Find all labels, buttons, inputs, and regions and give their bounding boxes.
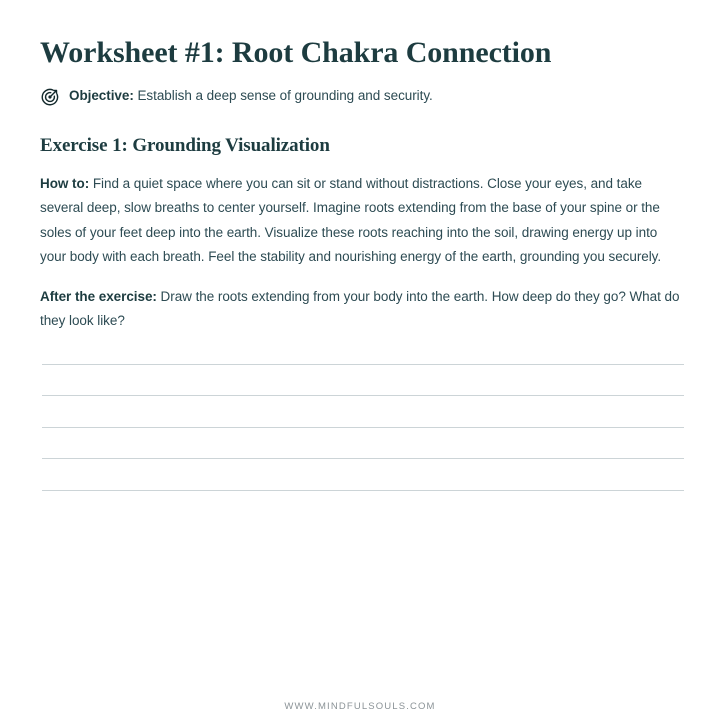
objective-description: Establish a deep sense of grounding and security. xyxy=(133,88,433,103)
worksheet-content xyxy=(40,0,686,334)
answer-line[interactable] xyxy=(42,490,684,491)
objective-label: Objective: xyxy=(69,88,134,103)
answer-line[interactable] xyxy=(42,364,684,365)
after-exercise-label: After the exercise: xyxy=(40,289,157,305)
footer xyxy=(0,696,720,714)
target-goal-icon xyxy=(40,87,60,107)
exercise-heading: Exercise 1: Grounding Visualization xyxy=(40,135,330,156)
answer-line[interactable] xyxy=(42,395,684,396)
how-to-text: Find a quiet space where you can sit or stand without distractions. Close your eyes, and take several deep, slow breaths to center yourself. Imagine roots extending from the base of your spine or the soles of your feet deep into the earth. Visualize these roots reaching into the soil, drawing energy up into your body with each breath. Feel the stability and nourishing energy of the earth, grounding you securely. xyxy=(40,176,662,264)
how-to-paragraph xyxy=(40,158,686,269)
how-to-label: How to: xyxy=(40,176,90,191)
after-exercise-text: Draw the roots extending from your body into the earth. How deep do they go? What do they look like? xyxy=(40,289,680,329)
objective-text-block xyxy=(69,86,433,105)
answer-lines-area[interactable] xyxy=(42,364,684,491)
footer-website-text: WWW.MINDFULSOULS.COM xyxy=(284,701,436,712)
answer-line[interactable] xyxy=(42,427,684,428)
after-exercise-paragraph xyxy=(40,269,686,334)
answer-line[interactable] xyxy=(42,458,684,459)
page-title: Worksheet #1: Root Chakra Connection xyxy=(40,36,552,69)
objective-row xyxy=(40,86,686,107)
